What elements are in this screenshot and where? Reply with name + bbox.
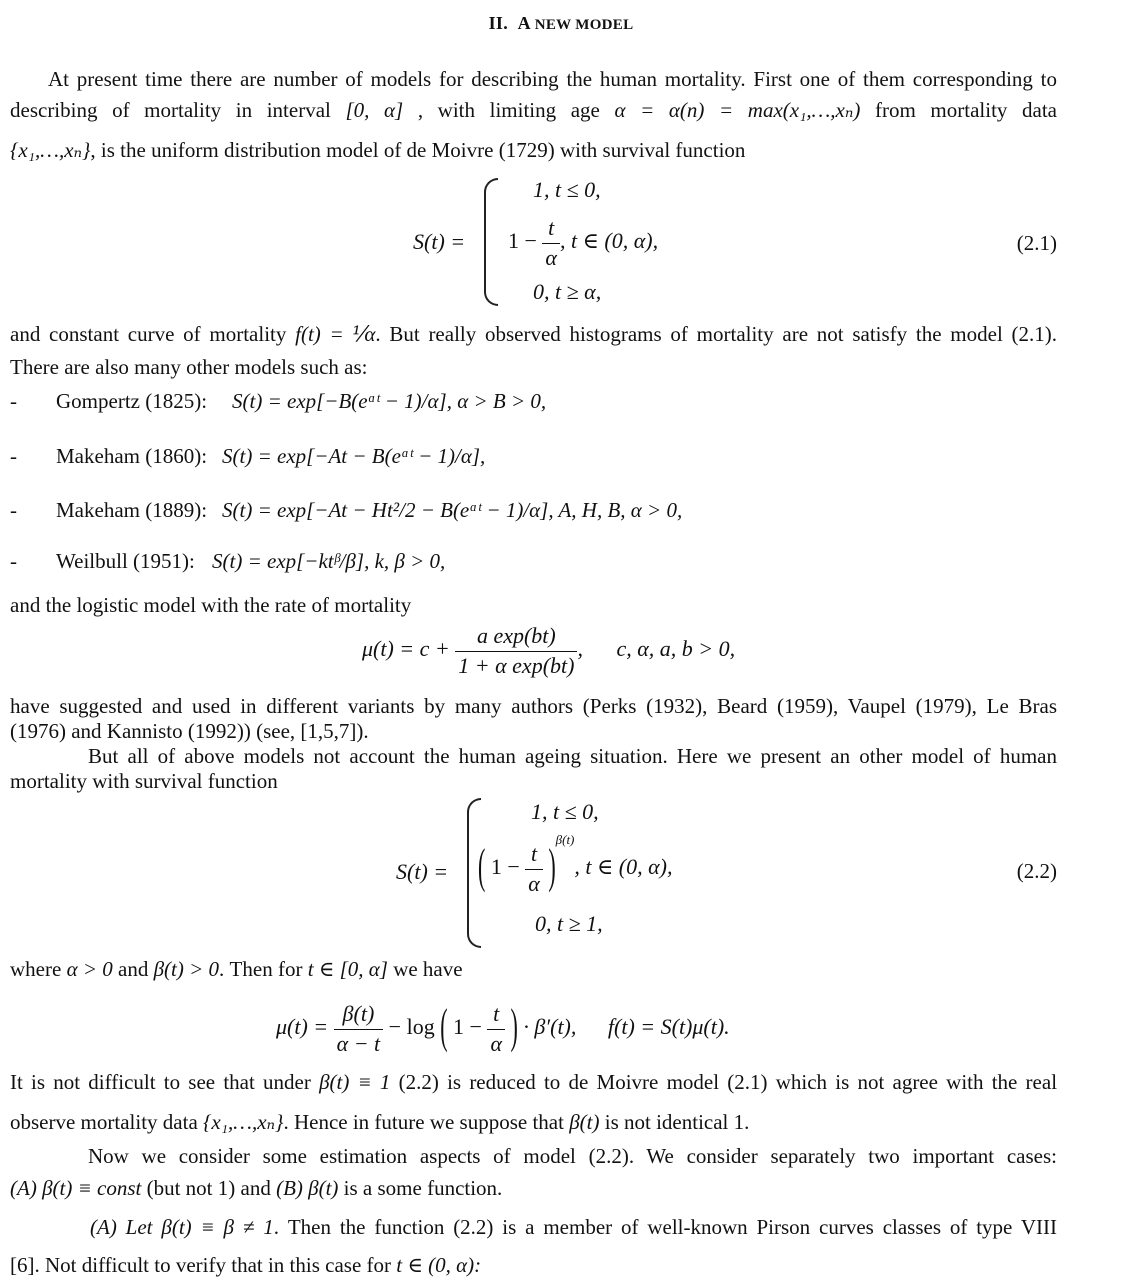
paragraph-intro-line1: At present time there are number of models for describing the human mortality. First one of them corresponding to <box>48 67 1057 91</box>
paragraph-intro-line3: {x₁,…,xₙ}, is the uniform distribution model of de Moivre (1729) with survival function <box>10 138 746 162</box>
model-gompertz: - Gompertz (1825): S(t) = exp[−B(eᵅᵗ − 1)/α], α > B > 0, <box>10 389 547 413</box>
paragraph-authors-line2: (1976) and Kannisto (1992)) (see, [1,5,7]). <box>10 719 369 743</box>
paragraph-other-models: There are also many other models such as: <box>10 355 368 379</box>
paragraph-authors-line1: have suggested and used in different variants by many authors (Perks (1932), Beard (1959), Vaupel (1979), Le Bras <box>10 694 1057 718</box>
paragraph-not-identical: observe mortality data {x₁,…,xₙ}. Hence in future we suppose that β(t) is not identical 1. <box>10 1110 750 1134</box>
model-makeham-1889: - Makeham (1889): S(t) = exp[−At − Ht²/2 − B(eᵅᵗ − 1)/α], A, H, B, α > 0, <box>10 498 683 522</box>
section-heading: II. A NEW MODEL <box>488 13 634 33</box>
model-makeham-1860: - Makeham (1860): S(t) = exp[−At − B(eᵅᵗ − 1)/α], <box>10 444 486 468</box>
paragraph-case-a-line2: [6]. Not difficult to verify that in this case for t ∈ (0, α): <box>10 1253 482 1277</box>
paragraph-intro-line2: describing of mortality in interval [0, α] , with limiting age α = α(n) = max(x₁,…,xₙ) from mortality data <box>10 98 1057 122</box>
paragraph-logistic: and the logistic model with the rate of mortality <box>10 593 412 617</box>
paragraph-new-model-line2: mortality with survival function <box>10 769 278 793</box>
paragraph-conditions: where α > 0 and β(t) > 0. Then for t ∈ [0, α] we have <box>10 957 463 981</box>
model-weibull: - Weilbull (1951): S(t) = exp[−ktᵝ/β], k, β > 0, <box>10 549 446 573</box>
paragraph-constant-curve: and constant curve of mortality f(t) = ⅟α. But really observed histograms of mortality are not satisfy the model (2.1). <box>10 322 1057 346</box>
paragraph-de-moivre-reduction: It is not difficult to see that under β(t) ≡ 1 (2.2) is reduced to de Moivre model (2.1) which is not agree with the real <box>10 1070 1058 1094</box>
paragraph-estimation-line2: (A) β(t) ≡ const (but not 1) and (B) β(t) is a some function. <box>10 1176 503 1200</box>
paragraph-case-a-line1: (A) Let β(t) ≡ β ≠ 1. Then the function (2.2) is a member of well-known Pirson curves classes of type VIII <box>90 1215 1057 1239</box>
paragraph-new-model-line1: But all of above models not account the human ageing situation. Here we present an other model of human <box>88 744 1057 768</box>
equation-mu: μ(t) = $\frac{\beta(t)}{\alpha - t}$ − log ( 1 − $\frac{t}{\alpha}$ ) · β′(t), f(t) = S(t)μ(t). <box>276 998 730 1056</box>
equation-number: (2.1) <box>1016 231 1057 255</box>
equation-logistic: μ(t) = c + $\frac{\text{a exp(bt)}}{\text{1 + α exp(bt)}}$ , c, α, a, b > 0, <box>362 623 736 678</box>
paragraph-estimation-line1: Now we consider some estimation aspects of model (2.2). We consider separately two important cases: <box>88 1144 1057 1168</box>
equation-number: (2.2) <box>1016 859 1057 883</box>
page: II. A NEW MODEL At present time there are number of models for describing the human mortality. First one of them corresponding to describing of mortality in interval [0, α] , with limiting age α = α(n) = max(x₁,…,xₙ) from mortality data {x₁,…,xₙ}, is the uniform distribution model of de Moivre (1729) with survival function S(t) = 1, t ≤ 0, 1 − $\frac{t}{\alpha}$ , t ∈ (0, α), 0, t ≥ α, (2.1) and constant curve of mortality f(t) = ⅟α. But really observed histograms of mortality are not satisfy the model (2.1). There are also many other models such as: - Gompertz (1825): S(t) = exp[−B(eᵅᵗ − 1)/α], α > B > 0, - Makeham (1860): S(t) = exp[−At − B(eᵅᵗ − 1)/α], - Makeham (1889): S(t) = exp[−At − Ht²/2 − B(eᵅᵗ − 1)/α], A, H, B, α > 0, - Weilbull (1951): S(t) = exp[−ktᵝ/β], k, β > 0, and the logistic model with the rate of mortality μ(t) = c + $\frac{\text{a exp(bt)}}{\text{1 + α exp(bt)}}$ , c, α, a, b > 0, have suggested and used in different variants by many authors (Perks (1932), Beard (1959), Vaupel (1979), Le Bras (1976) and Kannisto (1992)) (see, [1,5,7]). But all of above models not account the human ageing situation. Here we present an other model of human mortality with survival function S(t) = 1, t ≤ 0, ( 1 − $\frac{t}{\alpha}$ )$^{\beta(t)}$, t ∈ (0, α), 0, t ≥ 1, (2.2) where α > 0 and β(t) > 0. Then for t ∈ [0, α] we have μ(t) = $\frac{\beta(t)}{\alpha - t}$ − log ( 1 − $\frac{t}{\alpha}$ ) · β′(t), f(t) = S(t)μ(t). It is not difficult to see that under β(t) ≡ 1 (2.2) is reduced to de Moivre model (2.1) which is not agree with the real observe mortality data {x₁,…,xₙ}. Hence in future we suppose that β(t) is not identical 1. Now we consider some estimation aspects of model (2.2). We consider separately two important cases: (A) β(t) ≡ const (but not 1) and (B) β(t) is a some function. (A) Let β(t) ≡ β ≠ 1. Then the function (2.2) is a member of well-known Pirson curves classes of type VIII [6]. Not difficult to verify that in this case for t ∈ (0, α): <box>0 0 1122 1280</box>
